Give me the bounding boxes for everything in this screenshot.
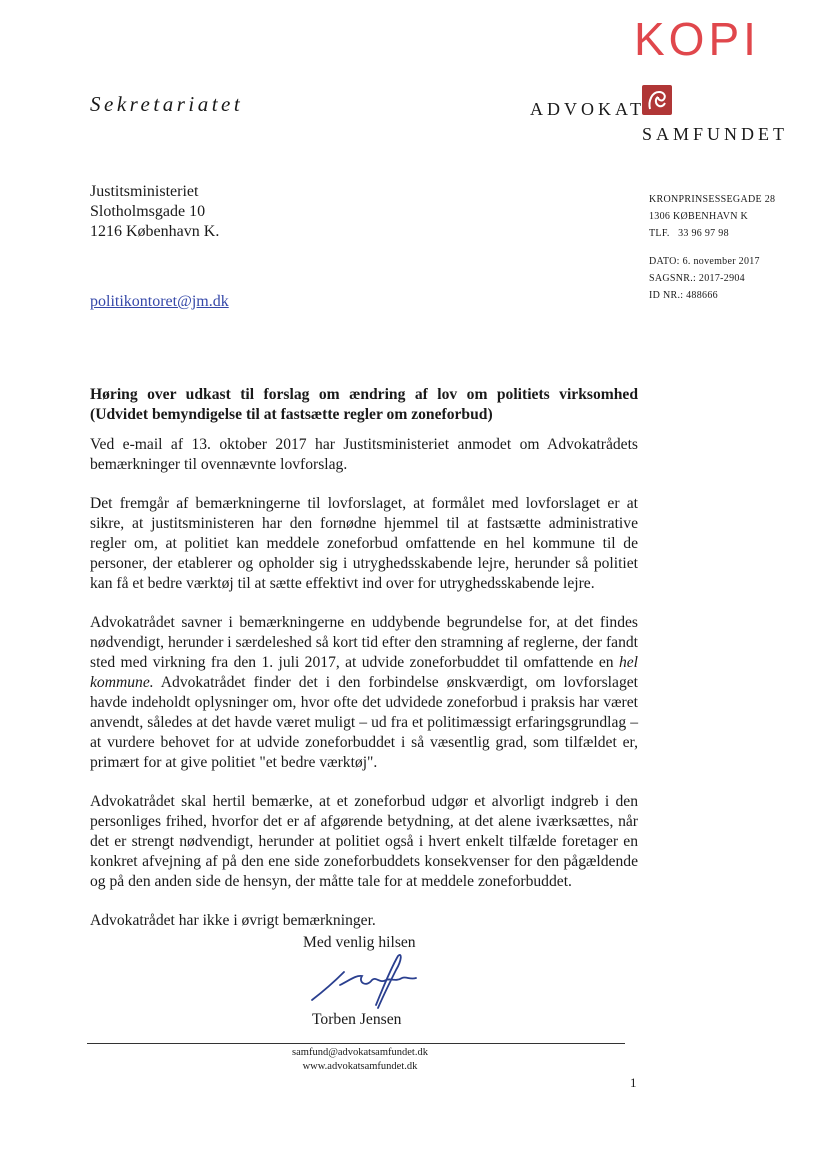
closing-salutation: Med venlig hilsen (303, 934, 416, 951)
handwritten-signature (310, 950, 420, 1010)
letter-body (90, 385, 638, 950)
recipient-address (90, 182, 219, 242)
logo-text-top: ADVOKAT (530, 99, 645, 119)
sender-info (649, 191, 775, 304)
footer-divider (87, 1043, 625, 1044)
recipient-street: Slotholmsgade 10 (90, 203, 206, 220)
logo-text-bottom: SAMFUNDET (642, 124, 789, 144)
paragraph-3-part-b: Advokatrådet finder det i den forbindelse ønskværdigt, om lovforslaget havde indeholdt oplysninger om, hvor ofte det udvidede zoneforbud i praksis har været anvendt, således at det havde været muligt – ud fra et politimæssigt erfaringsgrundlag – at vurdere behovet for at udvide zoneforbuddet i så væsentlig grad, som tilfældet er, primært for at give politiet "et bedre værktøj". (90, 674, 638, 771)
id-number: ID NR.: 488666 (649, 290, 718, 301)
paragraph-2: Det fremgår af bemærkningerne til lovforslaget, at formålet med lovforslaget er at sikre, at justitsministeren har den fornødne hjemmel til at fastsætte administrative regler om, at politiet kan meddele zoneforbud omfattende en hel kommune til de personer, der etablerer og opholder sig i utryghedsskabende lejre, herunder så politiet kan få et bedre værktøj til at sætte effektivt ind over for utryghedsskabende lejre. (90, 495, 638, 592)
sender-street: KRONPRINSESSEGADE 28 (649, 194, 776, 205)
paragraph-1: Ved e-mail af 13. oktober 2017 har Justitsministeriet anmodet om Advokatrådets bemærkninger til ovennævnte lovforslag. (90, 436, 638, 473)
paragraph-3 (90, 613, 638, 773)
department-name: Sekretariatet (90, 92, 244, 116)
letter-heading: Høring over udkast til forslag om ændring af lov om politiets virksomhed (Udvidet bemyndigelse til at fastsætte regler om zoneforbud) (90, 386, 638, 423)
advokatsamfundet-logo-icon (642, 85, 672, 115)
paragraph-4: Advokatrådet skal hertil bemærke, at et zoneforbud udgør et alvorligt indgreb i den personliges frihed, hvorfor det er af afgørende betydning, at det alene iværksættes, når det er strengt nødvendigt, herunder at politiet også i hvert enkelt tilfælde foretager en konkret afvejning af på den ene side zoneforbuddets konsekvenser for den pågældende og på den anden side de hensyn, der måtte tale for at meddele zoneforbuddet. (90, 793, 638, 890)
paragraph-3-part-a: Advokatrådet savner i bemærkningerne en uddybende begrundelse for, at det findes nødvendigt, herunder i særdeleshed så kort tid efter den stramning af reglerne, der fandt sted med virkning fra den 1. juli 2017, at udvide zoneforbuddet til omfattende en (90, 614, 638, 671)
paragraph-5: Advokatrådet har ikke i øvrigt bemærkninger. (90, 912, 376, 929)
footer-email: samfund@advokatsamfundet.dk (292, 1047, 428, 1058)
footer (160, 1046, 560, 1074)
kopi-stamp: KOPI (634, 13, 760, 65)
sender-phone: TLF. 33 96 97 98 (649, 228, 729, 239)
recipient-name: Justitsministeriet (90, 183, 199, 200)
letter-date: DATO: 6. november 2017 (649, 256, 760, 267)
recipient-city: 1216 København K. (90, 223, 220, 240)
recipient-email-link[interactable]: politikontoret@jm.dk (90, 293, 229, 310)
sender-city: 1306 KØBENHAVN K (649, 211, 749, 222)
page-number: 1 (630, 1075, 637, 1090)
case-number: SAGSNR.: 2017-2904 (649, 273, 745, 284)
signer-name: Torben Jensen (312, 1011, 402, 1028)
paragraph-3-emphasis: hel kommune. (90, 654, 638, 691)
footer-website: www.advokatsamfundet.dk (302, 1061, 418, 1072)
